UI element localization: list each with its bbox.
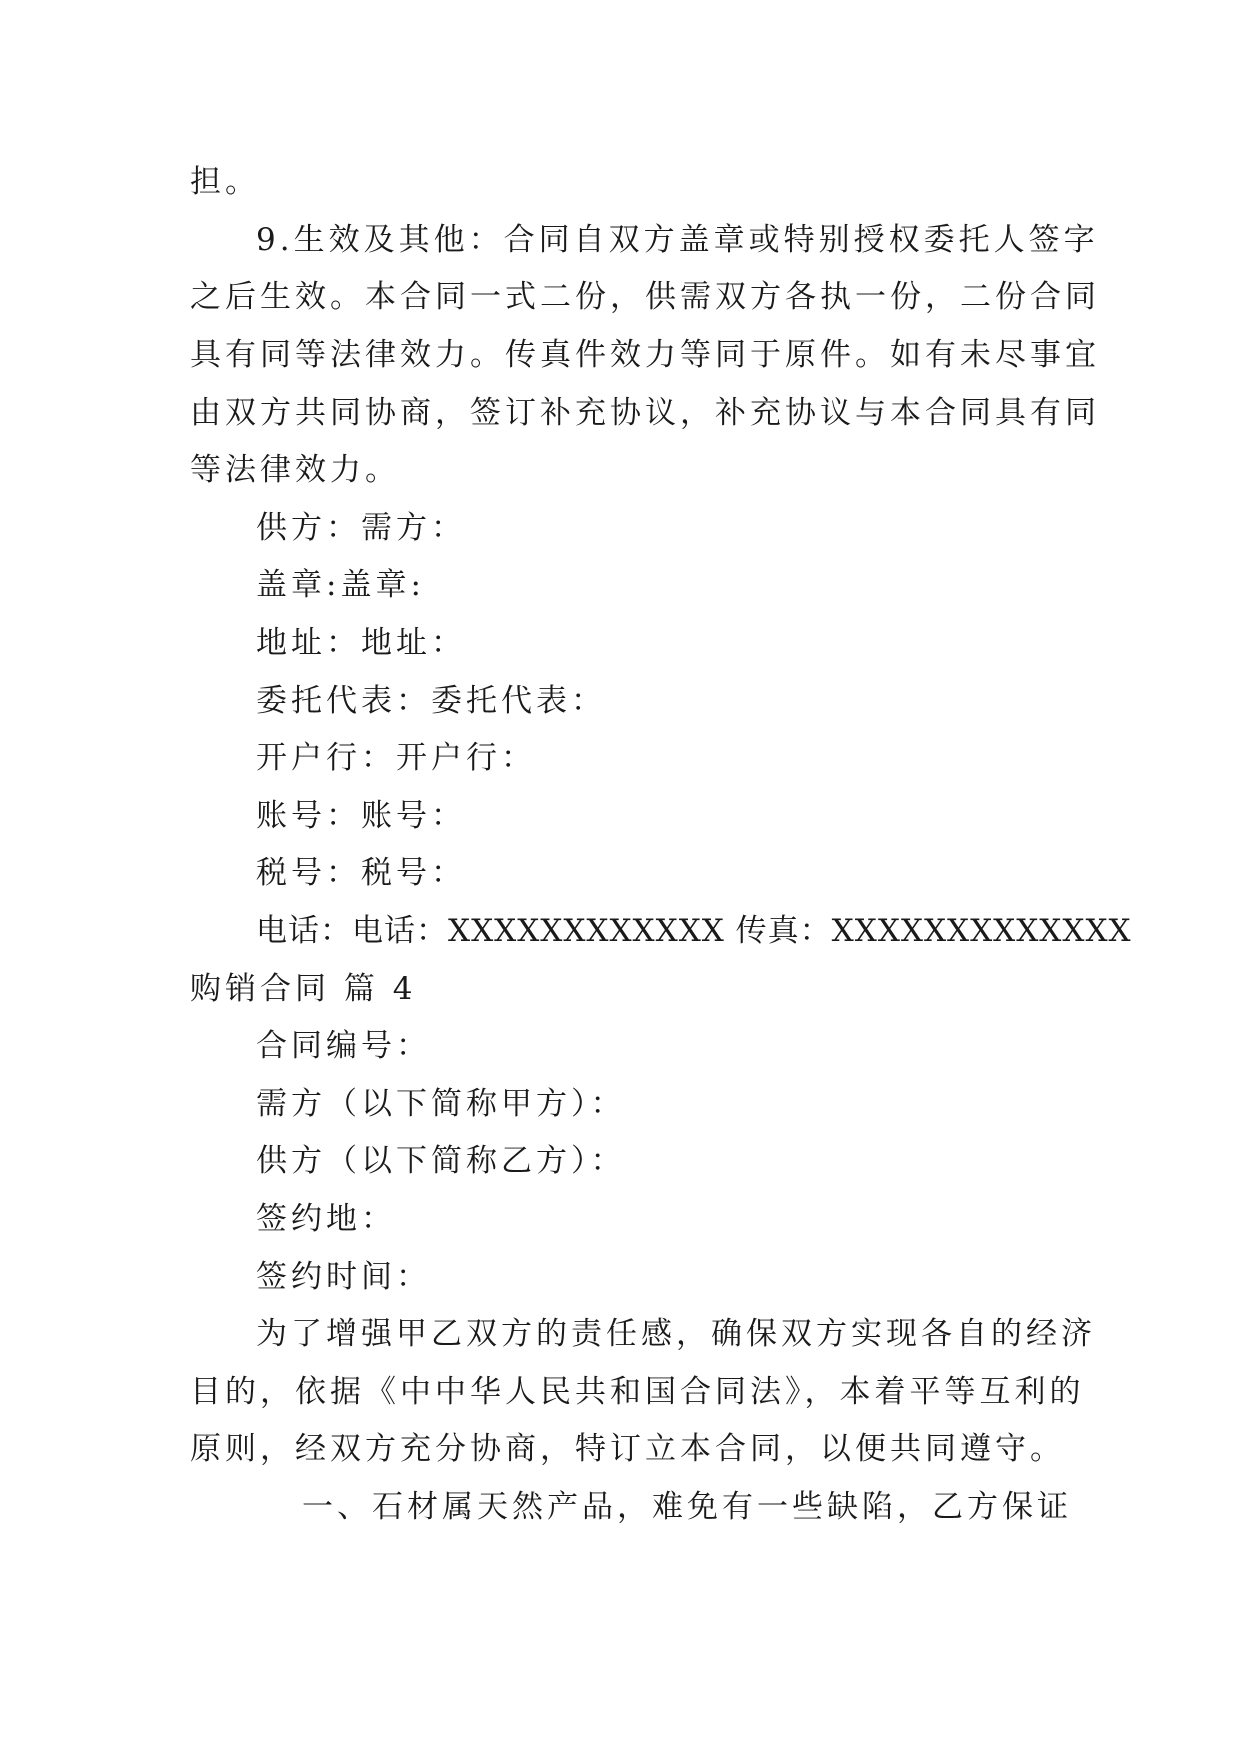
text-line: 供方（以下简称乙方）： xyxy=(256,1143,626,1179)
text-line: 具有同等法律效力。传真件效力等同于原件。如有未尽事宜 xyxy=(190,337,1100,373)
text-line: 由双方共同协商，签订补充协议，补充协议与本合同具有同 xyxy=(190,395,1100,431)
text-line: 委托代表：委托代表： xyxy=(256,683,606,719)
text-line: 开户行：开户行： xyxy=(256,740,536,776)
text-line: 电话：电话：XXXXXXXXXXXX 传真：XXXXXXXXXXXXX xyxy=(256,913,1132,949)
text-line: 一、石材属天然产品，难免有一些缺陷，乙方保证 xyxy=(302,1489,1072,1525)
text-line: 9.生效及其他：合同自双方盖章或特别授权委托人签字 xyxy=(256,222,1099,258)
text-line: 供方：需方： xyxy=(256,510,466,546)
text-line: 目的，依据《中中华人民共和国合同法》，本着平等互利的 xyxy=(190,1374,1085,1410)
text-line: 账号：账号： xyxy=(256,798,466,834)
text-line: 之后生效。本合同一式二份，供需双方各执一份，二份合同 xyxy=(190,279,1100,315)
text-line: 需方（以下简称甲方）： xyxy=(256,1086,626,1122)
text-line: 等法律效力。 xyxy=(190,452,400,488)
text-line: 地址：地址： xyxy=(256,625,466,661)
section-heading: 购销合同 篇 4 xyxy=(190,971,417,1007)
text-line: 盖章:盖章: xyxy=(256,567,425,603)
text-line: 签约时间： xyxy=(256,1259,431,1295)
text-line: 为了增强甲乙双方的责任感，确保双方实现各自的经济 xyxy=(256,1316,1096,1352)
text-line: 合同编号： xyxy=(256,1028,431,1064)
text-line: 原则，经双方充分协商，特订立本合同，以便共同遵守。 xyxy=(190,1431,1065,1467)
text-line: 签约地： xyxy=(256,1201,396,1237)
text-line: 税号：税号： xyxy=(256,855,466,891)
text-line: 担。 xyxy=(190,164,260,200)
